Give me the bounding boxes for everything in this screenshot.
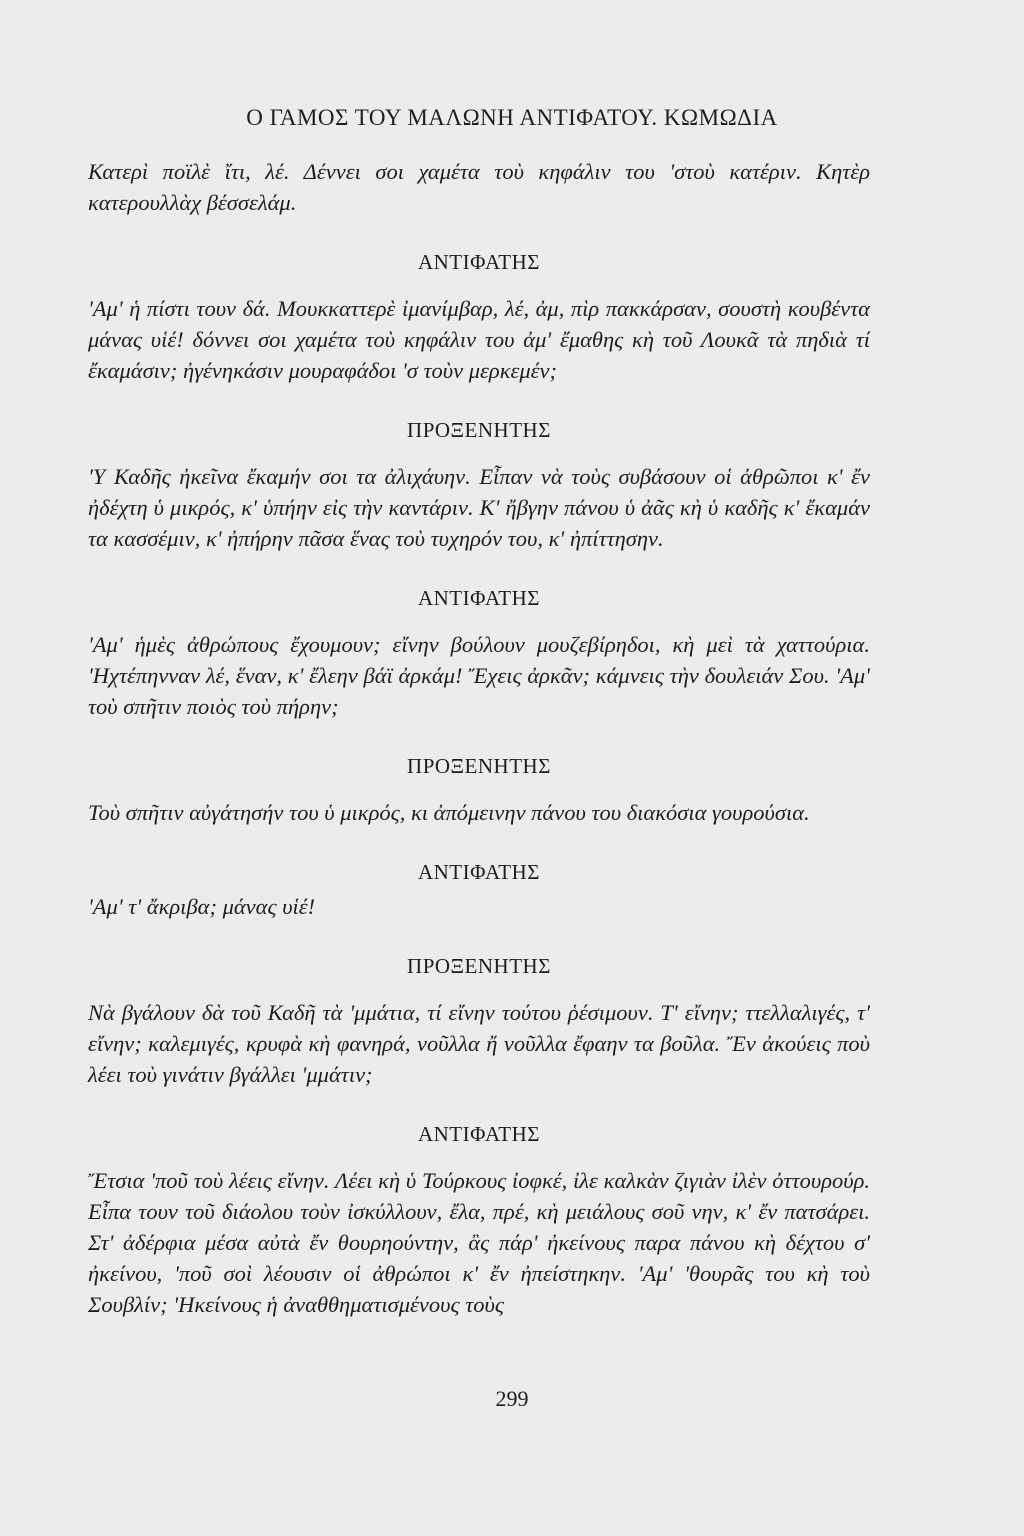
dialogue-paragraph: 'Αμ' ἡ πίστι τουν δά. Μουκκαττερὲ ἰμανίμβαρ, λέ, ἀμ, πὶρ πακκάρσαν, σουστὴ κουβέντα μάνας υἱέ! δόννει σοι χαμέτα τοὺ κηφάλιν του ἀμ' ἔμαθης κὴ τοῦ Λουκᾶ τὰ πηδιὰ τί ἔκαμάσιν; ἠγένηκάσιν μουραφάδοι 'σ τοὺν μερκεμέν; bbox=[88, 296, 870, 383]
dialogue-paragraph: 'Αμ' τ' ἄκριβα; μάνας υἱέ! bbox=[88, 894, 316, 919]
dialogue-paragraph: 'Αμ' ἡμὲς ἀθρώπους ἔχουμουν; εἴνην βούλουν μουζεβίρηδοι, κὴ μεὶ τὰ χαττούρια. 'Ηχτέπηνναν λέ, ἕναν, κ' ἔλεην βάϊ ἀρκάμ! Ἔχεις ἀρκᾶν; κάμνεις τὴν δουλειάν Σου. 'Αμ' τοὺ σπῆτιν ποιὸς τοὺ πήρην; bbox=[88, 632, 870, 719]
dialogue-paragraph: 'Υ Καδῆς ἠκεῖνα ἔκαμήν σοι τα ἀλιχάυην. Εἶπαν νὰ τοὺς συβάσουν οἱ ἀθρῶποι κ' ἔν ἠδέχτη ὑ μικρός, κ' ὑπήην εἰς τὴν καντάριν. Κ' ἤβγην πάνου ὑ ἀᾶς κὴ ὑ καδῆς κ' ἔκαμάν τα κασσέμιν, κ' ἠπήρην πᾶσα ἕνας τοὺ τυχηρόν του, κ' ἠπίττησην. bbox=[88, 464, 870, 551]
speaker-name: ΑΝΤΙΦΑΤΗΣ bbox=[417, 860, 541, 884]
speaker-name: ΠΡΟΞΕΝΗΤΗΣ bbox=[407, 418, 551, 442]
speaker-name: ΠΡΟΞΕΝΗΤΗΣ bbox=[407, 954, 551, 978]
dialogue-paragraph: Νὰ βγάλουν δὰ τοῦ Καδῆ τὰ 'μμάτια, τί εἴνην τούτου ῥέσιμουν. Τ' εἴνην; ττελλαλιγές, τ' εἴνην; καλεμιγές, κρυφὰ κὴ φανηρά, νοῦλλα ἤ νοῦλλα ἔφαην τα βοῦλα. Ἔν ἀκούεις ποὺ λέει τοὺ γινάτιν βγάλλει 'μμάτιν; bbox=[88, 1000, 870, 1087]
speaker-name: ΑΝΤΙΦΑΤΗΣ bbox=[417, 1122, 541, 1146]
speaker-name: ΑΝΤΙΦΑΤΗΣ bbox=[417, 586, 541, 610]
dialogue-paragraph: Τοὺ σπῆτιν αὐγάτησήν του ὑ μικρός, κι ἀπόμεινην πάνου του διακόσια γουρούσια. bbox=[88, 800, 810, 825]
dialogue-paragraph: Ἔτσια 'ποῦ τοὺ λέεις εἴνην. Λέει κὴ ὑ Τούρκους ἰοφκέ, ἰλε καλκὰν ζιγιὰν ἰλὲν ὀττουρούρ. Εἶπα τουν τοῦ διάολου τοὺν ἰσκύλλουν, ἔλα, πρέ, κὴ μειάλους σοῦ νην, κ' ἔν πατσάρει. Στ' ἀδέρφια μέσα αὐτὰ ἔν θουρηούντην, ἂς πάρ' ἠκείνους παρα πάνου κὴ δέχτου σ' ἠκείνου, 'ποῦ σοὶ λέουσιν οἱ ἀθρώποι κ' ἔν ἠπείστηκην. 'Αμ' 'θουρᾶς του κὴ τοὺ Σουβλίν; 'Ηκείνους ἡ ἀναθθηματισμένους τοὺς bbox=[88, 1168, 870, 1317]
running-header: Ο ΓΑΜΟΣ ΤΟΥ ΜΑΛΩΝΗ ΑΝΤΙΦΑΤΟΥ. ΚΩΜΩΔΙΑ bbox=[246, 105, 778, 130]
speaker-name: ΑΝΤΙΦΑΤΗΣ bbox=[417, 250, 541, 274]
dialogue-paragraph: Κατερὶ ποϊλὲ ἴτι, λέ. Δέννει σοι χαμέτα τοὺ κηφάλιν του 'στοὺ κατέριν. Κητὲρ κατερουλλὰχ βέσσελάμ. bbox=[88, 159, 870, 215]
page-number: 299 bbox=[495, 1386, 529, 1411]
page-body bbox=[88, 156, 870, 1320]
speaker-name: ΠΡΟΞΕΝΗΤΗΣ bbox=[407, 754, 551, 778]
